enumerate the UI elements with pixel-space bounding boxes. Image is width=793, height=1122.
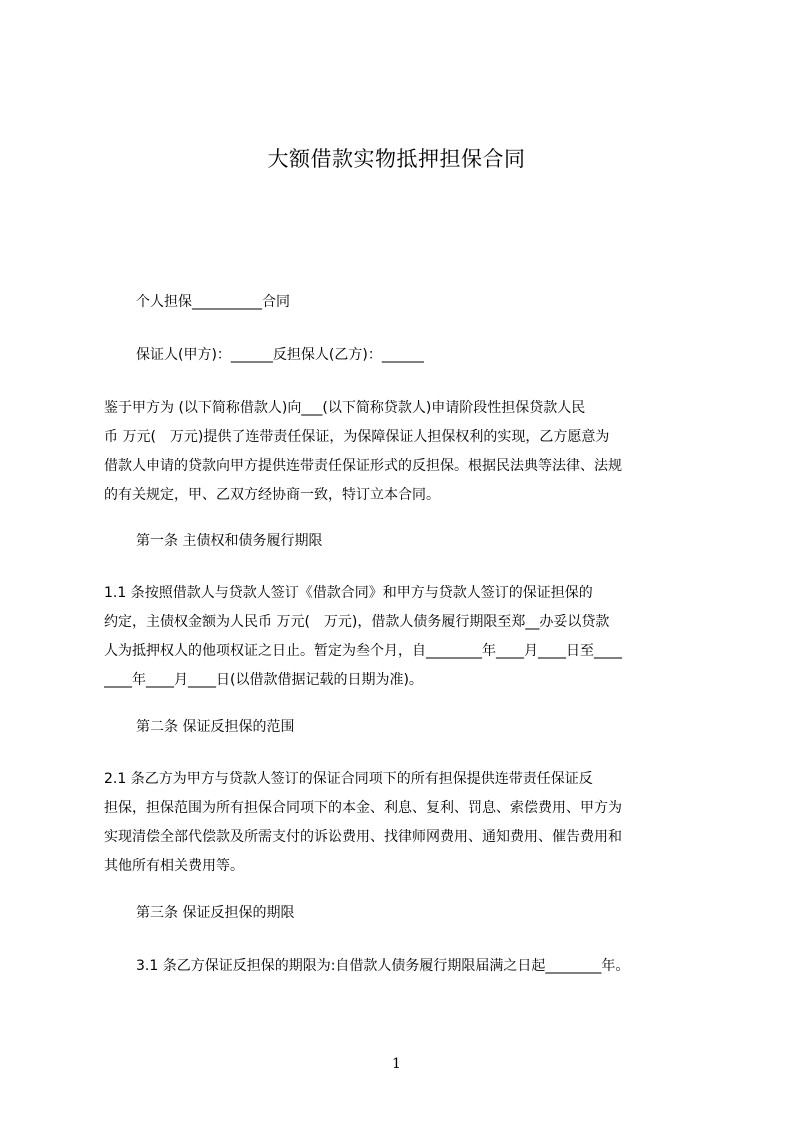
intro-line: 借款人申请的贷款向甲方提供连带责任保证形式的反担保。根据民法典等法律、法规	[104, 458, 622, 474]
article-2-clause	[104, 769, 704, 885]
intro-line: 的有关规定，甲、乙双方经协商一致，特订立本合同。	[104, 487, 440, 503]
article-3-heading: 第三条 保证反担保的期限	[136, 905, 295, 921]
clause-line: 其他所有相关费用等。	[104, 858, 244, 874]
clause-line: 约定，主债权金额为人民币 万元( 万元)，借款人债务履行期限至郑__办妥以贷款	[104, 614, 610, 630]
intro-paragraph	[104, 398, 704, 514]
clause-line: 1.1 条按照借款人与贷款人签订《借款合同》和甲方与贷款人签订的保证担保的	[104, 585, 593, 601]
clause-line: 2.1 条乙方为甲方与贷款人签订的保证合同项下的所有担保提供连带责任保证反	[104, 771, 593, 787]
intro-line: 鉴于甲方为 (以下简称借款人)向___(以下简称贷款人)申请阶段性担保贷款人民	[104, 400, 586, 416]
document-title: 大额借款实物抵押担保合同	[267, 147, 526, 171]
article-2-heading: 第二条 保证反担保的范围	[136, 719, 295, 735]
clause-line: 担保，担保范围为所有担保合同项下的本金、利息、复利、罚息、索偿费用、甲方为	[104, 800, 622, 816]
clause-line: 人为抵押权人的他项权证之日止。暂定为叁个月，自________年____月____日至____	[104, 643, 622, 659]
article-1-clause	[104, 583, 704, 699]
article-3-clause: 3.1 条乙方保证反担保的期限为:自借款人债务履行期限届满之日起________年。	[136, 958, 630, 974]
personal-guarantee-line: 个人担保__________合同	[136, 294, 290, 310]
intro-line: 币 万元( 万元)提供了连带责任保证，为保障保证人担保权利的实现，乙方愿意为	[104, 429, 610, 445]
parties-line: 保证人(甲方)：______反担保人(乙方)：______	[136, 347, 424, 363]
page-number: 1	[392, 1056, 401, 1072]
clause-line: 实现清偿全部代偿款及所需支付的诉讼费用、找律师网费用、通知费用、催告费用和	[104, 829, 622, 845]
article-1-heading: 第一条 主债权和债务履行期限	[136, 533, 323, 549]
clause-line: ____年____月____日(以借款借据记载的日期为准)。	[104, 672, 423, 688]
